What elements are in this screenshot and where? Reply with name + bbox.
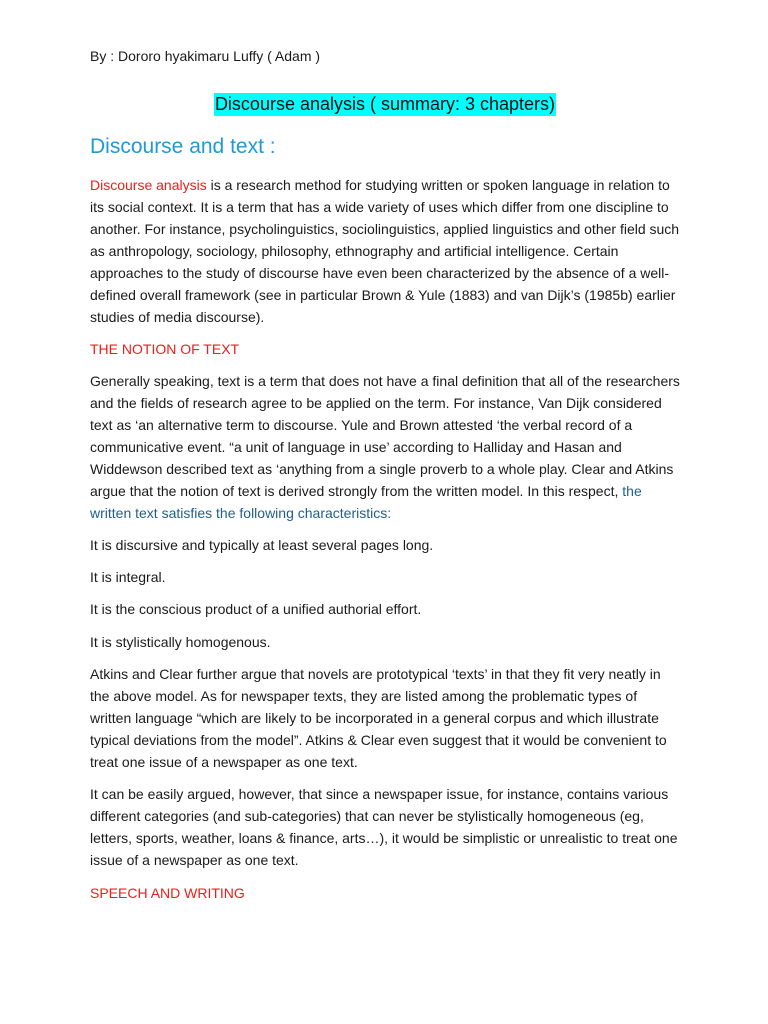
subheading-speech-writing: SPEECH AND WRITING [90, 885, 245, 901]
paragraph-novels: Atkins and Clear further argue that novels are prototypical ‘texts’ in that they fit very neatly in the above model. As for newspaper texts, they are listed among the problematic types of written language “which are likely to be incorporated in a general corpus and which illustrate typical deviations from the model”. Atkins & Clear even suggest that it would be convenient to treat one issue of a newspaper as one text. [90, 666, 667, 770]
paragraph-newspaper: It can be easily argued, however, that since a newspaper issue, for instance, contains various different categories (and sub-categories) that can never be stylistically homogeneous (eg, letters, sports, weather, loans & finance, arts…), it would be simplistic or unrealistic to treat one issue of a newspaper as one text. [90, 786, 678, 868]
characteristics-lead: the written text satisfies the following characteristics: [90, 483, 642, 521]
paragraph-notion [90, 370, 680, 524]
paragraph-intro-text: is a research method for studying written or spoken language in relation to its social context. It is a term that has a wide variety of uses which differ from one discipline to another. For instance, psycholinguistics, sociolinguistics, applied linguistics and other field such as anthropology, sociology, philosophy, ethnography and artificial intelligence. Certain approaches to the study of discourse have even been characterized by the absence of a well-defined overall framework (see in particular Brown & Yule (1883) and van Dijk’s (1985b) earlier studies of media discourse). [90, 177, 680, 325]
list-item: It is discursive and typically at least several pages long. [90, 537, 434, 553]
subheading-notion-of-text: THE NOTION OF TEXT [90, 341, 240, 357]
list-item: It is integral. [90, 569, 166, 585]
title-wrapper [90, 93, 680, 116]
paragraph-intro [90, 174, 680, 328]
highlight-term: Discourse analysis [90, 177, 207, 193]
list-item: It is the conscious product of a unified authorial effort. [90, 601, 422, 617]
list-item: It is stylistically homogenous. [90, 634, 271, 650]
author-line: By : Dororo hyakimaru Luffy ( Adam ) [90, 48, 321, 64]
paragraph-notion-text: Generally speaking, text is a term that does not have a final definition that all of the researchers and the fields of research agree to be applied on the term. For instance, Van Dijk considered text as ‘an alternative term to discourse. Yule and Brown attested ‘the verbal record of a communicative event. “a unit of language in use’ according to Halliday and Hasan and Widdewson described text as ‘anything from a single proverb to a whole play. Clear and Atkins argue that the notion of text is derived strongly from the written model. In this respect, [90, 373, 680, 499]
document-title: Discourse analysis ( summary: 3 chapters) [214, 94, 556, 114]
section-heading: Discourse and text : [90, 135, 276, 158]
